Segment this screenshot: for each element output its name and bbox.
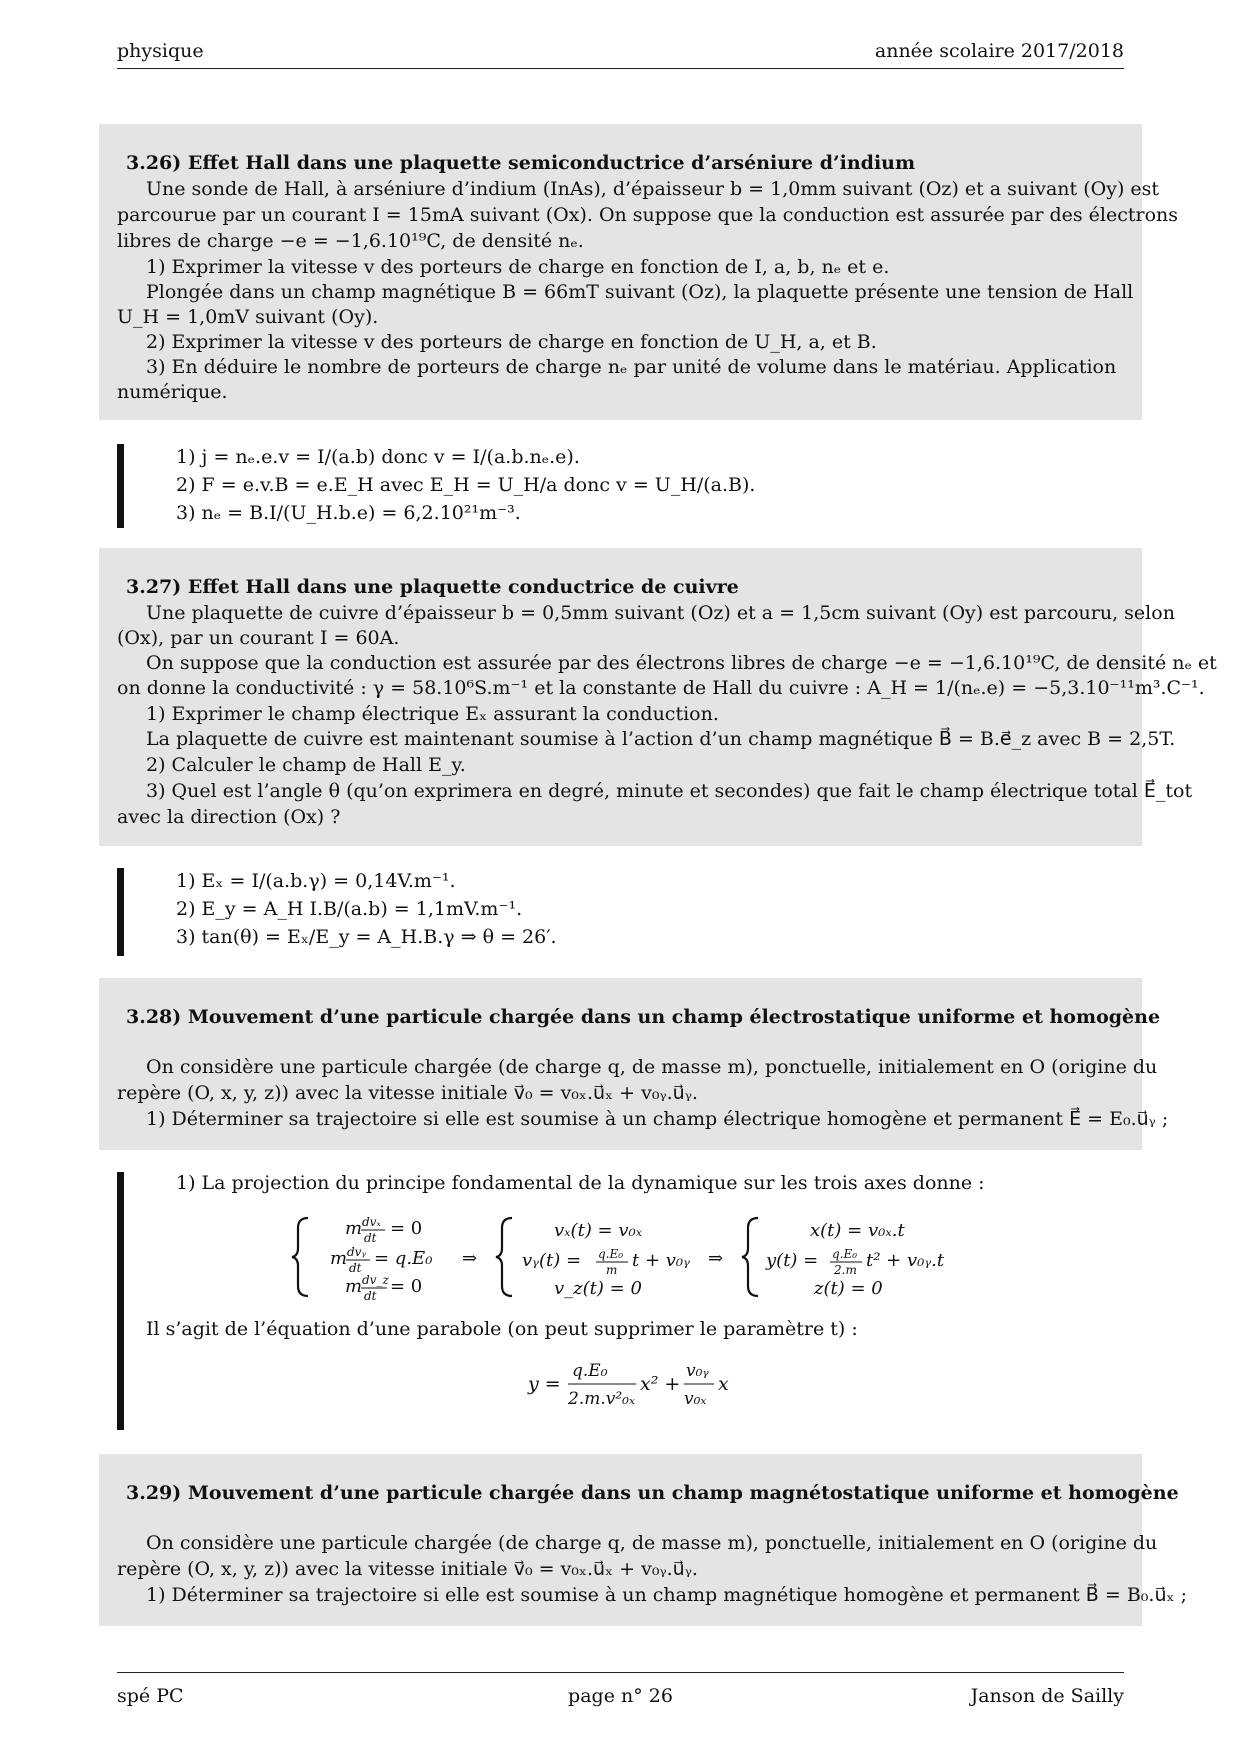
ex326-line-9: numérique. [117,381,228,403]
svg-text:q.E₀: q.E₀ [832,1247,858,1261]
ex329-question-1: 1) Déterminer sa trajectoire si elle est soumise à un champ magnétique homogène et permanent B⃗ = B₀.u⃗ₓ ; [146,1584,1187,1606]
svg-text:v₀ₓ: v₀ₓ [684,1389,707,1409]
svg-text:vₓ(t) = v₀ₓ: vₓ(t) = v₀ₓ [554,1220,643,1241]
svg-text:= q.E₀: = q.E₀ [374,1248,433,1269]
ex326-line-2: parcourue par un courant I = 15mA suivant (Ox). On suppose que la conduction est assurée par des électrons [117,204,1179,226]
ex327-solution-2: 2) E_y = A_H I.B/(a.b) = 1,1mV.m⁻¹. [176,898,523,920]
ex327-line-9: avec la direction (Ox) ? [117,806,341,828]
svg-text:m: m [606,1263,618,1277]
page-footer [117,1672,1124,1711]
solution-bar-3-28 [117,1172,124,1430]
svg-text:m: m [330,1248,348,1269]
svg-text:x: x [718,1373,729,1395]
ex326-solution-2: 2) F = e.v.B = e.E_H avec E_H = U_H/a donc v = U_H/(a.B). [176,474,756,496]
ex328-solution-intro: 1) La projection du principe fondamental de la dynamique sur les trois axes donne : [176,1172,985,1194]
svg-text:dvₓ: dvₓ [362,1215,381,1229]
svg-text:dvᵧ: dvᵧ [347,1245,366,1259]
svg-text:dv_z: dv_z [362,1273,389,1287]
ex326-line-6: U_H = 1,0mV suivant (Oy). [117,306,379,328]
solution-bar-3-27 [117,868,124,956]
svg-text:m: m [345,1276,363,1297]
equation-system [290,1212,980,1302]
ex327-line-6: La plaquette de cuivre est maintenant soumise à l’action d’un champ magnétique B⃗ = B.e⃗_z avec B = 2,5T. [146,728,1176,750]
ex326-solution-1: 1) j = nₑ.e.v = I/(a.b) donc v = I/(a.b.nₑ.e). [176,446,580,468]
ex326-question-2: 2) Exprimer la vitesse v des porteurs de charge en fonction de U_H, a, et B. [146,331,877,353]
ex329-line-2: repère (O, x, y, z)) avec la vitesse initiale v⃗₀ = v₀ₓ.u⃗ₓ + v₀ᵧ.u⃗ᵧ. [117,1558,698,1580]
svg-text:t² + v₀ᵧ.t: t² + v₀ᵧ.t [866,1250,945,1271]
ex328-question-1: 1) Déterminer sa trajectoire si elle est soumise à un champ électrique homogène et permanent E⃗ = E₀.u⃗ᵧ ; [146,1108,1169,1130]
ex328-line-2: repère (O, x, y, z)) avec la vitesse initiale v⃗₀ = v₀ₓ.u⃗ₓ + v₀ᵧ.u⃗ᵧ. [117,1082,698,1104]
svg-text:dt: dt [364,1231,377,1245]
svg-text:t + v₀ᵧ: t + v₀ᵧ [632,1250,690,1271]
svg-text:m: m [345,1218,363,1239]
parabola-equation [520,1354,750,1414]
svg-text:y =: y = [528,1373,561,1395]
svg-text:x² +: x² + [640,1373,681,1395]
ex327-line-2: (Ox), par un courant I = 60A. [117,627,400,649]
ex327-line-1: Une plaquette de cuivre d’épaisseur b = 0,5mm suivant (Oz) et a = 1,5cm suivant (Oy) est parcouru, selon [146,602,1175,624]
ex329-line-1: On considère une particule chargée (de charge q, de masse m), ponctuelle, initialement en O (origine du [146,1532,1158,1554]
svg-text:vᵧ(t) =: vᵧ(t) = [522,1250,582,1271]
ex326-line-5: Plongée dans un champ magnétique B = 66mT suivant (Oz), la plaquette présente une tension de Hall [146,281,1134,303]
ex327-question-2: 2) Calculer le champ de Hall E_y. [146,754,466,776]
header-year: année scolaire 2017/2018 [874,40,1124,62]
svg-text:q.E₀: q.E₀ [598,1247,624,1261]
page-header [117,40,1124,69]
ex327-solution-1: 1) Eₓ = I/(a.b.γ) = 0,14V.m⁻¹. [176,870,456,892]
ex327-question-3: 3) Quel est l’angle θ (qu’on exprimera en degré, minute et secondes) que fait le champ électrique total E⃗_tot [146,780,1193,802]
svg-text:⇒: ⇒ [708,1248,724,1269]
svg-text:x(t) = v₀ₓ.t: x(t) = v₀ₓ.t [810,1220,905,1241]
ex327-solution-3: 3) tan(θ) = Eₓ/E_y = A_H.B.γ ⇒ θ = 26′. [176,926,557,948]
svg-text:⇒: ⇒ [462,1248,478,1269]
svg-text:q.E₀: q.E₀ [572,1361,608,1381]
svg-text:v_z(t) = 0: v_z(t) = 0 [554,1278,642,1299]
ex328-parabola-text: Il s’agit de l’équation d’une parabole (on peut supprimer le paramètre t) : [146,1318,858,1340]
svg-text:2.m.v²₀ₓ: 2.m.v²₀ₓ [568,1389,636,1409]
exercise-title-3-26: 3.26) Effet Hall dans une plaquette semiconductrice d’arséniure d’indium [126,152,916,174]
ex326-line-1: Une sonde de Hall, à arséniure d’indium (InAs), d’épaisseur b = 1,0mm suivant (Oz) et a suivant (Oy) est [146,178,1160,200]
solution-bar-3-26 [117,444,124,528]
footer-page-number: page n° 26 [568,1685,673,1707]
ex326-solution-3: 3) nₑ = B.I/(U_H.b.e) = 6,2.10²¹m⁻³. [176,502,521,524]
footer-class: spé PC [117,1685,184,1707]
exercise-title-3-29: 3.29) Mouvement d’une particule chargée dans un champ magnétostatique uniforme et homogène [126,1482,1179,1504]
svg-text:= 0: = 0 [390,1276,423,1297]
footer-school: Janson de Sailly [970,1685,1124,1707]
ex327-question-1: 1) Exprimer le champ électrique Eₓ assurant la conduction. [146,703,719,725]
ex326-question-3: 3) En déduire le nombre de porteurs de charge nₑ par unité de volume dans le matériau. Application [146,356,1117,378]
exercise-title-3-27: 3.27) Effet Hall dans une plaquette conductrice de cuivre [126,576,739,598]
ex327-line-4: on donne la conductivité : γ = 58.10⁶S.m⁻¹ et la constante de Hall du cuivre : A_H = 1/(nₑ.e) = −5,3.10⁻¹¹m³.C⁻¹. [117,677,1205,699]
svg-text:dt: dt [349,1261,362,1275]
ex327-line-3: On suppose que la conduction est assurée par des électrons libres de charge −e = −1,6.10¹⁹C, de densité nₑ et [146,652,1217,674]
svg-text:v₀ᵧ: v₀ᵧ [686,1361,709,1381]
ex326-question-1: 1) Exprimer la vitesse v des porteurs de charge en fonction de I, a, b, nₑ et e. [146,256,890,278]
svg-text:2.m: 2.m [834,1263,857,1277]
header-subject: physique [117,40,204,62]
svg-text:= 0: = 0 [390,1218,423,1239]
ex326-line-3: libres de charge −e = −1,6.10¹⁹C, de densité nₑ. [117,230,584,252]
exercise-title-3-28: 3.28) Mouvement d’une particule chargée dans un champ électrostatique uniforme et homogène [126,1006,1161,1028]
svg-text:z(t) = 0: z(t) = 0 [814,1278,883,1299]
svg-text:y(t) =: y(t) = [766,1250,819,1271]
svg-text:dt: dt [364,1289,377,1302]
ex328-line-1: On considère une particule chargée (de charge q, de masse m), ponctuelle, initialement en O (origine du [146,1056,1158,1078]
